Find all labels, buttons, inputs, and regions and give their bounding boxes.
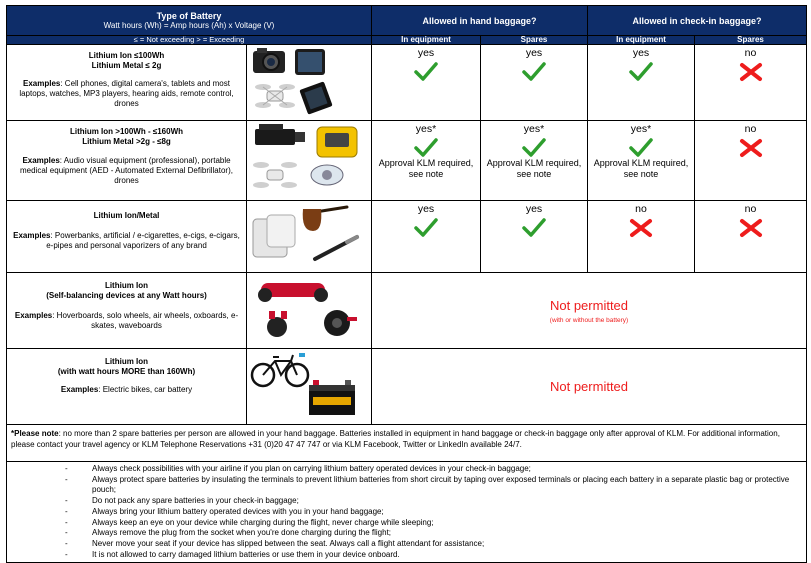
drone-icon	[253, 162, 297, 188]
row-4-not-permitted	[372, 273, 807, 349]
check-icon	[414, 218, 438, 238]
check-icon	[629, 138, 653, 158]
tip-item	[7, 528, 806, 539]
bullet-icon: -	[65, 496, 68, 506]
bullet-icon: -	[65, 549, 68, 559]
tip-text: Do not pack any spare batteries in your check-in baggage;	[92, 496, 299, 506]
row-3-hand-equipment	[372, 201, 481, 273]
row-2-examples: : Audio visual equipment (professional), portable medical equipment (AED - Automated External Defibrillator), drones	[20, 156, 233, 185]
bullet-icon: -	[65, 506, 68, 516]
powerbank-icon	[253, 215, 295, 257]
row-2-checkin-spares	[695, 121, 807, 201]
row-5-examples: : Electric bikes, car battery	[98, 385, 193, 394]
row-1-checkin-equipment	[588, 45, 695, 121]
row-4-not-permitted-text: Not permitted	[549, 298, 629, 313]
electric-bike-icon	[252, 353, 308, 386]
row-1-title-2: Lithium Metal ≤ 2g	[91, 61, 162, 70]
row-2-examples-label: Examples	[22, 156, 60, 165]
row-2-checkin-spares-answer: no	[744, 123, 757, 135]
row-2-hand-equipment	[372, 121, 481, 201]
tip-text: Always protect spare batteries by insulating the terminals to prevent lithium batteries from short circuit by taping over exposed terminals or placing each battery in a separate plastic bag or protective pouch;	[92, 474, 790, 495]
row-3-hand-equipment-answer: yes	[417, 203, 435, 215]
check-icon	[629, 62, 653, 82]
cross-icon	[739, 138, 763, 158]
footnote-label: *Please note	[11, 429, 59, 438]
e-cigarette-icon	[315, 237, 357, 259]
cross-icon	[629, 218, 653, 238]
row-2-description	[7, 121, 247, 201]
cross-icon	[739, 218, 763, 238]
row-1-checkin-spares	[695, 45, 807, 121]
air-wheel-icon	[267, 311, 287, 337]
row-3-checkin-equipment-answer: no	[635, 203, 647, 215]
video-camera-icon	[255, 124, 305, 145]
tip-text: Always keep an eye on your device while charging during the flight, never charge while sleeping;	[92, 517, 434, 527]
row-3-title-1: Lithium Ion/Metal	[93, 211, 160, 220]
checkin-spares-header: Spares	[695, 36, 807, 45]
tip-item	[7, 496, 806, 507]
check-icon	[522, 138, 546, 158]
check-icon	[522, 62, 546, 82]
row-5-title-1: Lithium Ion	[104, 357, 149, 366]
row-3-examples-label: Examples	[13, 231, 51, 240]
row-2-checkin-equipment-answer: yes*	[630, 123, 652, 135]
row-5-examples-label: Examples	[60, 385, 99, 394]
row-1-hand-equipment-answer: yes	[417, 47, 435, 59]
row-2-hand-spares-answer: yes*	[523, 123, 545, 135]
car-battery-icon	[309, 380, 355, 415]
row-3-checkin-spares	[695, 201, 807, 273]
row-5-images	[247, 349, 372, 425]
row-3-checkin-equipment	[588, 201, 695, 273]
row-1-checkin-equipment-answer: yes	[632, 47, 650, 59]
row-4-title-1: Lithium Ion	[104, 281, 149, 290]
row-1-examples: : Cell phones, digital camera's, tablets and most laptops, watches, MP3 players, hearing aids, remote control, drones	[19, 79, 234, 108]
row-4-not-permitted-note: (with or without the battery)	[549, 317, 629, 324]
row-1-checkin-spares-answer: no	[744, 47, 757, 59]
row-3-hand-spares-answer: yes	[525, 203, 543, 215]
footnote	[7, 425, 807, 462]
row-5-not-permitted-text: Not permitted	[549, 378, 629, 394]
row-1-examples-label: Examples	[23, 79, 61, 88]
row-5-description	[7, 349, 247, 425]
bullet-icon: -	[65, 474, 68, 484]
aed-icon	[317, 127, 357, 157]
type-formula: Watt hours (Wh) = Amp hours (Ah) x Voltage (V)	[103, 21, 275, 30]
tablet-icon	[299, 81, 332, 114]
check-icon	[522, 218, 546, 238]
hand-in-equipment-header: In equipment	[372, 36, 481, 45]
row-4-title-2: (Self-balancing devices at any Watt hours)	[46, 291, 207, 300]
row-2-checkin-equipment	[588, 121, 695, 201]
tip-item	[7, 539, 806, 550]
row-2-title-1: Lithium Ion >100Wh - ≤160Wh	[69, 127, 184, 136]
row-1-hand-equipment	[372, 45, 481, 121]
row-2-checkin-equipment-note: Approval KLM required, see note	[593, 158, 689, 179]
row-4-images	[247, 273, 372, 349]
bullet-icon: -	[65, 538, 68, 548]
tips-list	[7, 462, 806, 562]
row-4-examples-label: Examples	[14, 311, 53, 320]
check-in-baggage-header: Allowed in check-in baggage?	[588, 6, 807, 36]
row-2-hand-equipment-note: Approval KLM required, see note	[378, 158, 474, 179]
type-title: Type of Battery	[156, 11, 222, 21]
row-1-hand-spares	[481, 45, 588, 121]
solo-wheel-icon	[324, 310, 357, 336]
tip-text: Always check possibilities with your airline if you plan on carrying lithium battery operated devices in your check-in baggage;	[92, 464, 531, 473]
type-of-battery-header	[7, 6, 372, 36]
check-icon	[414, 62, 438, 82]
hand-baggage-header: Allowed in hand baggage?	[372, 6, 588, 36]
tip-item	[7, 550, 806, 561]
row-3-examples: : Powerbanks, artificial / e-cigarettes, e-cigs, e-cigars, e-pipes and personal vaporizers of any brand	[46, 231, 240, 250]
tip-text: Always bring your lithium battery operated devices with you in your hand baggage;	[92, 506, 384, 516]
tip-text: Always remove the plug from the socket when you're done charging during the flight;	[92, 528, 392, 538]
bullet-icon: -	[65, 464, 68, 473]
row-1-images	[247, 45, 372, 121]
tip-item	[7, 518, 806, 529]
row-3-checkin-spares-answer: no	[744, 203, 757, 215]
drone-icon	[255, 84, 295, 108]
row-2-title-2: Lithium Metal >2g - ≤8g	[82, 137, 171, 146]
bullet-icon: -	[65, 528, 68, 538]
tips-cell	[7, 462, 807, 563]
tip-item	[7, 475, 806, 496]
bullet-icon: -	[65, 517, 68, 527]
row-2-images	[247, 121, 372, 201]
row-3-images	[247, 201, 372, 273]
tip-text: It is not allowed to carry damaged lithium batteries or use them in your device onboard.	[92, 549, 400, 559]
row-1-hand-spares-answer: yes	[525, 47, 543, 59]
row-1-title-1: Lithium Ion ≤100Wh	[88, 51, 165, 60]
row-2-hand-spares	[481, 121, 588, 201]
headset-icon	[311, 165, 343, 185]
row-2-hand-spares-note: Approval KLM required, see note	[486, 158, 582, 179]
row-5-not-permitted	[372, 349, 807, 425]
tip-item	[7, 464, 806, 475]
pipe-icon	[303, 207, 347, 231]
camera-icon	[253, 48, 285, 73]
row-5-title-2: (with watt hours MORE than 160Wh)	[57, 367, 196, 376]
cross-icon	[739, 62, 763, 82]
row-2-hand-equipment-answer: yes*	[415, 123, 437, 135]
row-3-description	[7, 201, 247, 273]
row-4-description	[7, 273, 247, 349]
checkin-in-equipment-header: In equipment	[588, 36, 695, 45]
hand-spares-header: Spares	[481, 36, 588, 45]
row-1-description	[7, 45, 247, 121]
check-icon	[414, 138, 438, 158]
hoverboard-icon	[258, 283, 328, 302]
battery-rules-table	[6, 5, 807, 563]
row-3-hand-spares	[481, 201, 588, 273]
tip-item	[7, 507, 806, 518]
tip-text: Never move your seat if your device has slipped between the seat. Always call a flight attendant for assistance;	[92, 538, 485, 548]
phone-icon	[295, 49, 325, 75]
footnote-text: : no more than 2 spare batteries per person are allowed in your hand baggage. Batteries installed in equipment in hand baggage or check-in baggage only after approval of KLM. For additional information, please contact your travel agency or KLM Telephone Reservations +31 (0)20 47 47 747 or via KLM Facebook, Twitter or LinkedIn available 24/7.	[11, 429, 780, 449]
legend: ≤ = Not exceeding > = Exceeding	[7, 36, 372, 45]
row-4-examples: : Hoverboards, solo wheels, air wheels, oxboards, e-skates, waveboards	[52, 311, 239, 330]
